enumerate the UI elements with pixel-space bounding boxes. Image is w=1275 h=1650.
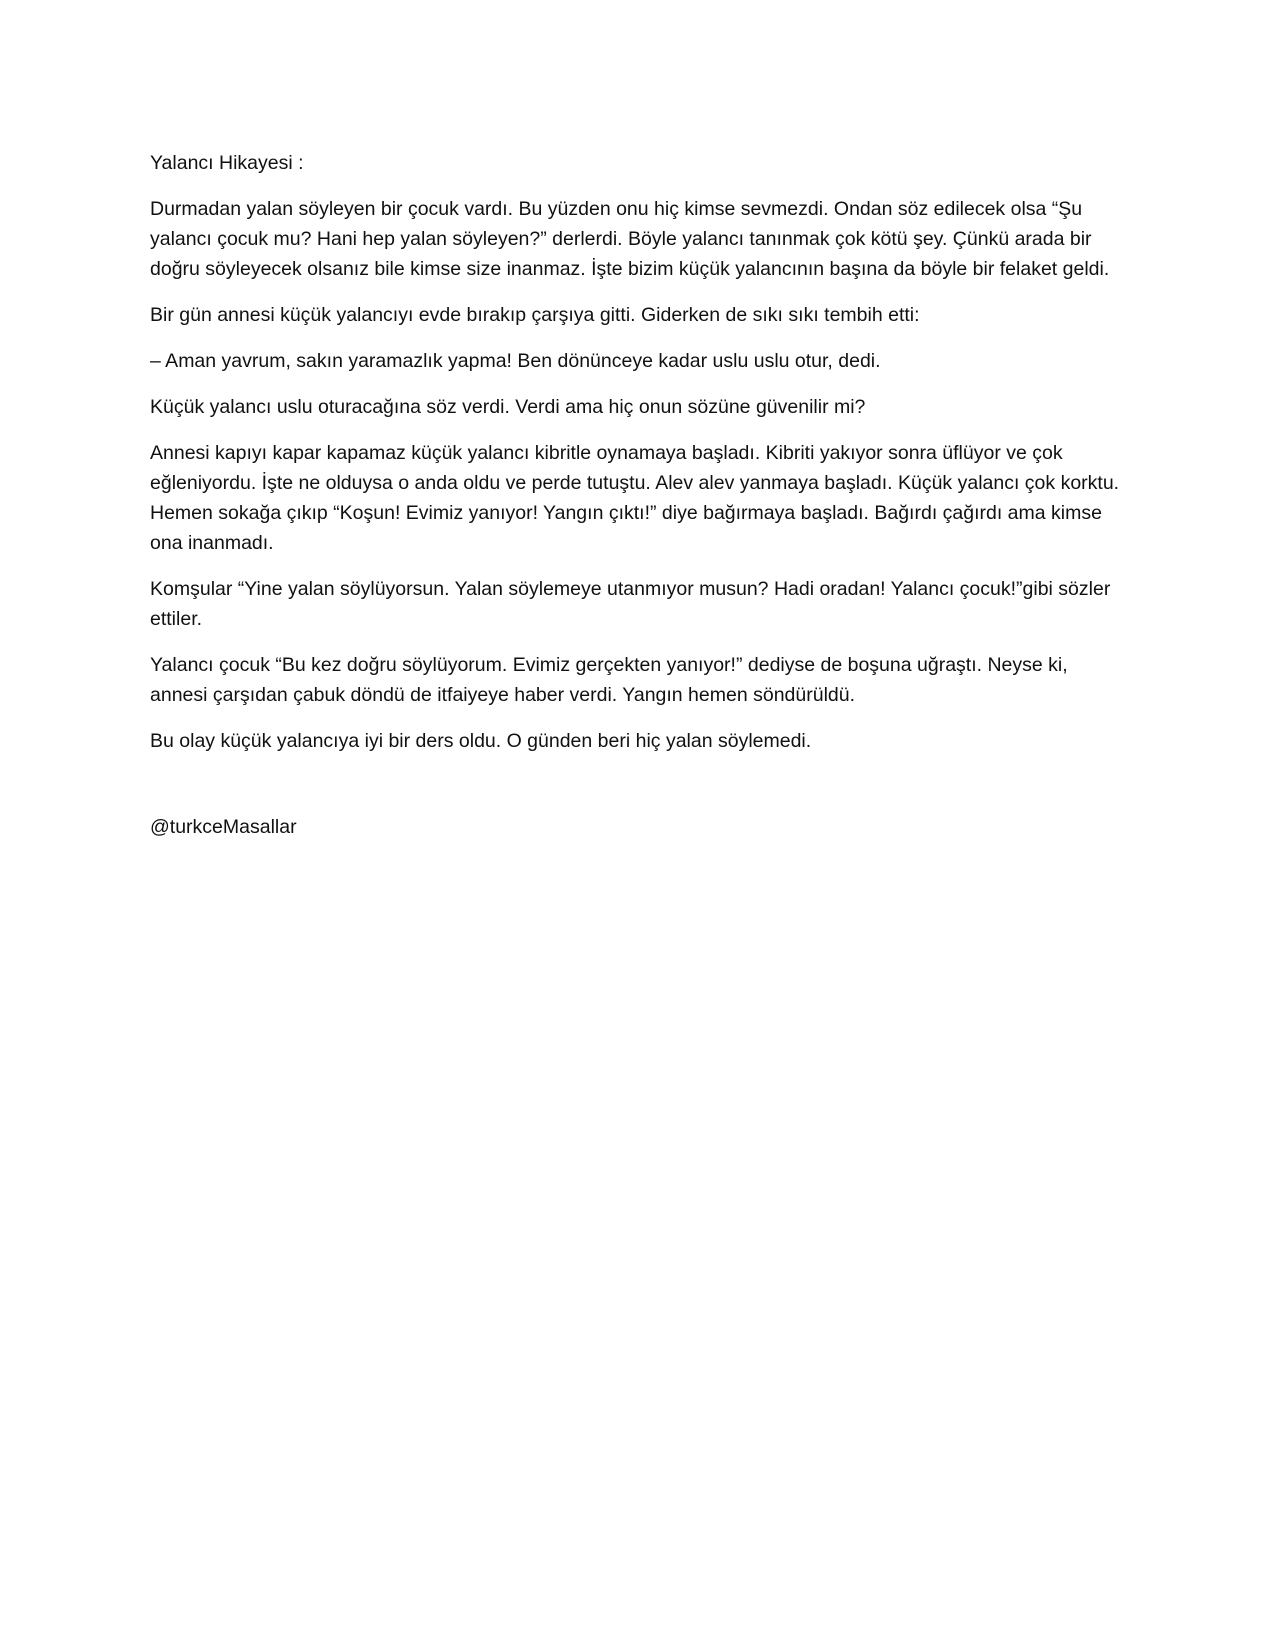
paragraph: Bu olay küçük yalancıya iyi bir ders oldu. O günden beri hiç yalan söylemedi. [150, 730, 812, 752]
paragraph: Yalancı çocuk “Bu kez doğru söylüyorum. Evimiz gerçekten yanıyor!” dediyse de boşuna uğraştı. Neyse ki, annesi çarşıdan çabuk döndü de itfaiyeye haber verdi. Yangın hemen söndürüldü. [150, 654, 1068, 706]
paragraph: – Aman yavrum, sakın yaramazlık yapma! Ben dönünceye kadar uslu uslu otur, dedi. [150, 350, 881, 372]
paragraph: Küçük yalancı uslu oturacağına söz verdi. Verdi ama hiç onun sözüne güvenilir mi? [150, 396, 866, 418]
paragraph: Komşular “Yine yalan söylüyorsun. Yalan söylemeye utanmıyor musun? Hadi oradan! Yalancı çocuk!”gibi sözler ettiler. [150, 578, 1111, 630]
paragraph: Bir gün annesi küçük yalancıyı evde bırakıp çarşıya gitti. Giderken de sıkı sıkı tembih etti: [150, 304, 920, 326]
signature-handle: @turkceMasallar [150, 816, 297, 838]
paragraph: Annesi kapıyı kapar kapamaz küçük yalancı kibritle oynamaya başladı. Kibriti yakıyor sonra üflüyor ve çok eğleniyordu. İşte ne olduysa o anda oldu ve perde tutuştu. Alev alev yanmaya başladı. Küçük yalancı çok korktu. Hemen sokağa çıkıp “Koşun! Evimiz yanıyor! Yangın çıktı!” diye bağırmaya başladı. Bağırdı çağırdı ama kimse ona inanmadı. [150, 442, 1120, 554]
document-title: Yalancı Hikayesi : [150, 152, 304, 174]
document-page [150, 148, 1130, 842]
paragraph: Durmadan yalan söyleyen bir çocuk vardı. Bu yüzden onu hiç kimse sevmezdi. Ondan söz edilecek olsa “Şu yalancı çocuk mu? Hani hep yalan söyleyen?” derlerdi. Böyle yalancı tanınmak çok kötü şey. Çünkü arada bir doğru söyleyecek olsanız bile kimse size inanmaz. İşte bizim küçük yalancının başına da böyle bir felaket geldi. [150, 198, 1110, 280]
